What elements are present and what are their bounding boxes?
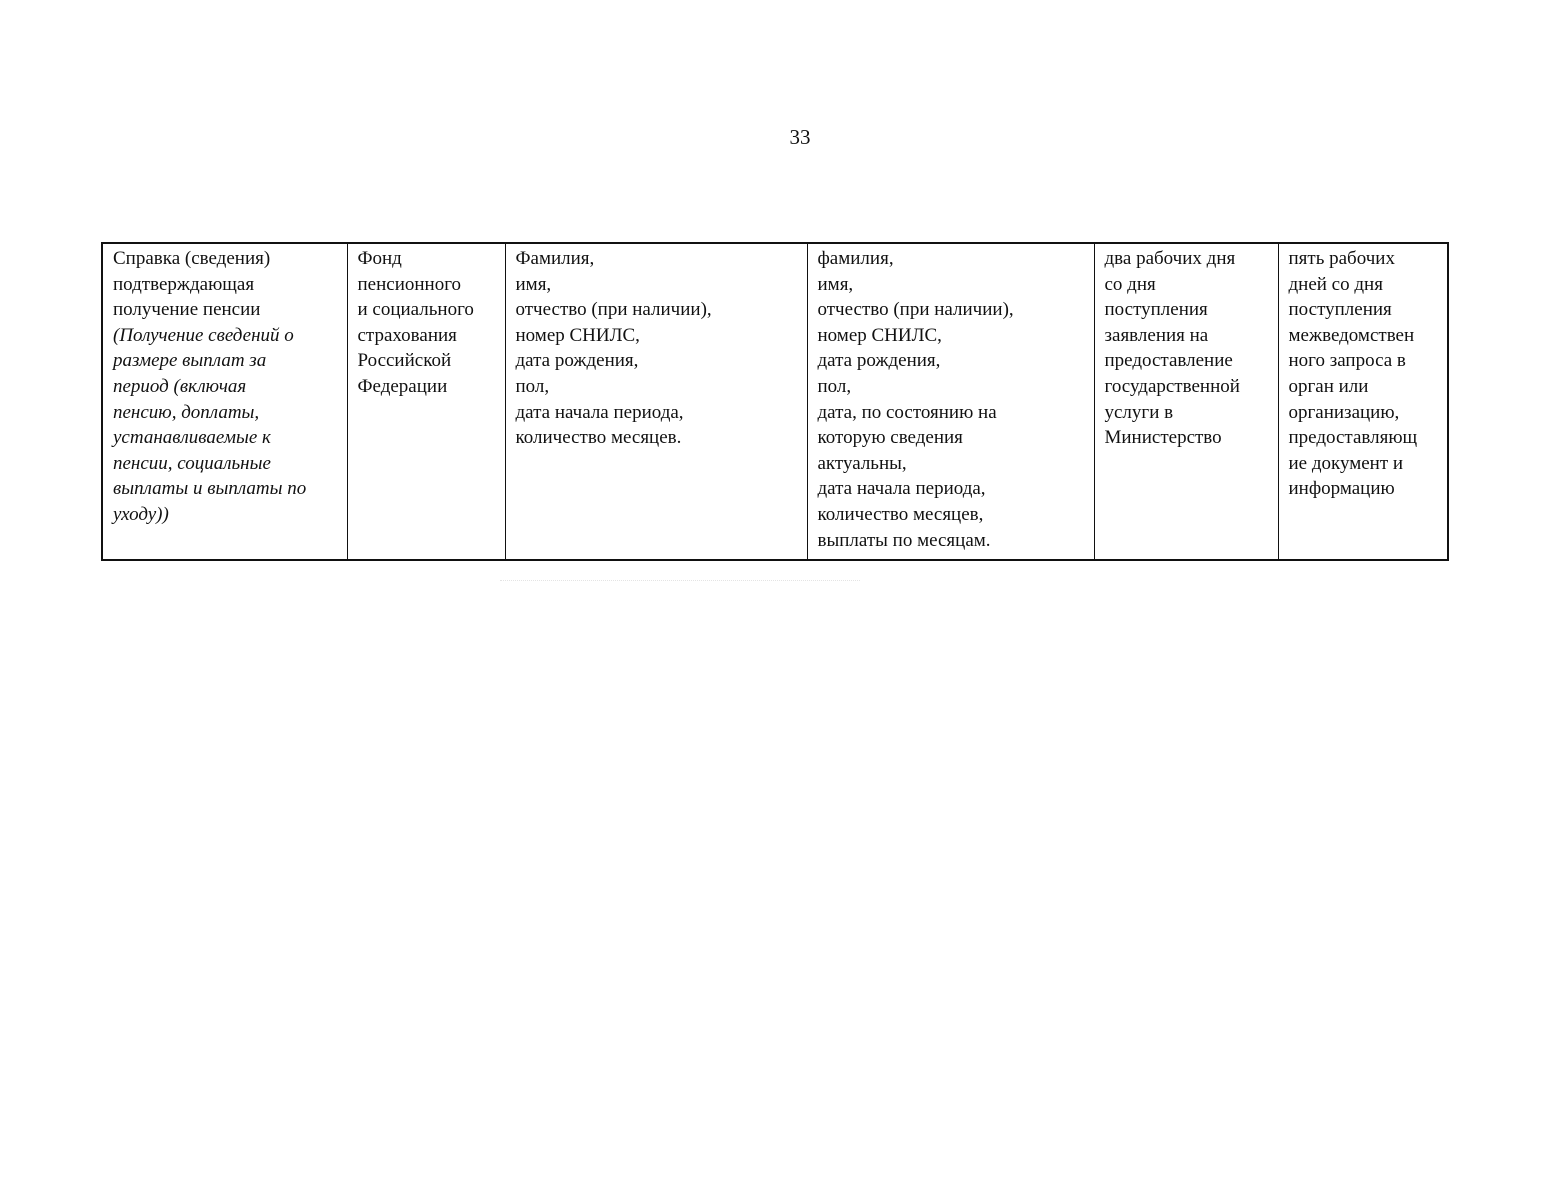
text-line: актуальны,	[817, 452, 907, 474]
text-line: отчество (при наличии),	[817, 299, 1014, 321]
text-line: подтверждающая	[113, 273, 255, 295]
text-line: Российской	[357, 350, 452, 372]
page-number: 33	[789, 125, 811, 149]
italic-text-line: размере выплат за	[113, 350, 267, 372]
text-line: номер СНИЛС,	[817, 324, 942, 346]
text-line: Федерации	[357, 375, 448, 397]
text-line: предоставляющ	[1288, 427, 1418, 449]
italic-text-line: пенсию, доплаты,	[113, 401, 260, 423]
italic-text-line: пенсии, социальные	[113, 452, 271, 474]
cell-response-deadline	[1278, 243, 1448, 560]
text-line: получение пенсии	[113, 299, 261, 321]
text-line: предоставление	[1104, 350, 1233, 372]
text-line: количество месяцев,	[817, 503, 984, 525]
text-line: Фамилия,	[515, 248, 595, 269]
text-line: со дня	[1104, 273, 1156, 295]
text-line: Справка (сведения)	[113, 248, 271, 269]
text-line: пенсионного	[357, 273, 462, 295]
text-line: фамилия,	[817, 248, 894, 269]
text-line: орган или	[1288, 375, 1369, 397]
text-line: пять рабочих	[1288, 248, 1395, 269]
cell-document-name	[102, 243, 347, 560]
italic-text-line: уходу))	[113, 503, 169, 525]
text-line: межведомствен	[1288, 324, 1415, 346]
text-line: ного запроса в	[1288, 350, 1406, 372]
text-line: имя,	[817, 273, 854, 295]
table-row	[102, 243, 1448, 560]
text-line: номер СНИЛС,	[515, 324, 640, 346]
text-line: Министерство	[1104, 427, 1222, 449]
italic-text-line: выплаты и выплаты по	[113, 478, 307, 500]
text-line: дата рождения,	[515, 350, 639, 372]
text-line: имя,	[515, 273, 552, 295]
text-line: информацию	[1288, 478, 1395, 500]
text-line: дата, по состоянию на	[817, 401, 997, 423]
cell-response-fields	[807, 243, 1094, 560]
text-line: организацию,	[1288, 401, 1400, 423]
text-line: страхования	[357, 324, 457, 346]
italic-text-line: устанавливаемые к	[113, 427, 271, 449]
text-line: выплаты по месяцам.	[817, 529, 991, 551]
text-line: отчество (при наличии),	[515, 299, 712, 321]
text-line: ие документ и	[1288, 452, 1404, 474]
text-line: поступления	[1288, 299, 1392, 321]
text-line: дней со дня	[1288, 273, 1383, 295]
document-table	[101, 242, 1449, 561]
text-line: государственной	[1104, 375, 1240, 397]
cell-provider	[347, 243, 505, 560]
text-line: дата начала периода,	[515, 401, 684, 423]
text-line: пол,	[515, 375, 550, 397]
text-line: количество месяцев.	[515, 427, 682, 449]
italic-text-line: (Получение сведений о	[113, 324, 294, 346]
text-line: Фонд	[357, 248, 402, 269]
text-line: дата начала периода,	[817, 478, 986, 500]
text-line: поступления	[1104, 299, 1208, 321]
scan-artifact	[500, 580, 860, 582]
text-line: дата рождения,	[817, 350, 941, 372]
text-line: услуги в	[1104, 401, 1174, 423]
text-line: и социального	[357, 299, 474, 321]
text-line: два рабочих дня	[1104, 248, 1236, 269]
cell-request-deadline	[1094, 243, 1278, 560]
text-line: заявления на	[1104, 324, 1209, 346]
text-line: пол,	[817, 375, 852, 397]
cell-request-fields	[505, 243, 807, 560]
text-line: которую сведения	[817, 427, 963, 449]
italic-text-line: период (включая	[113, 375, 247, 397]
